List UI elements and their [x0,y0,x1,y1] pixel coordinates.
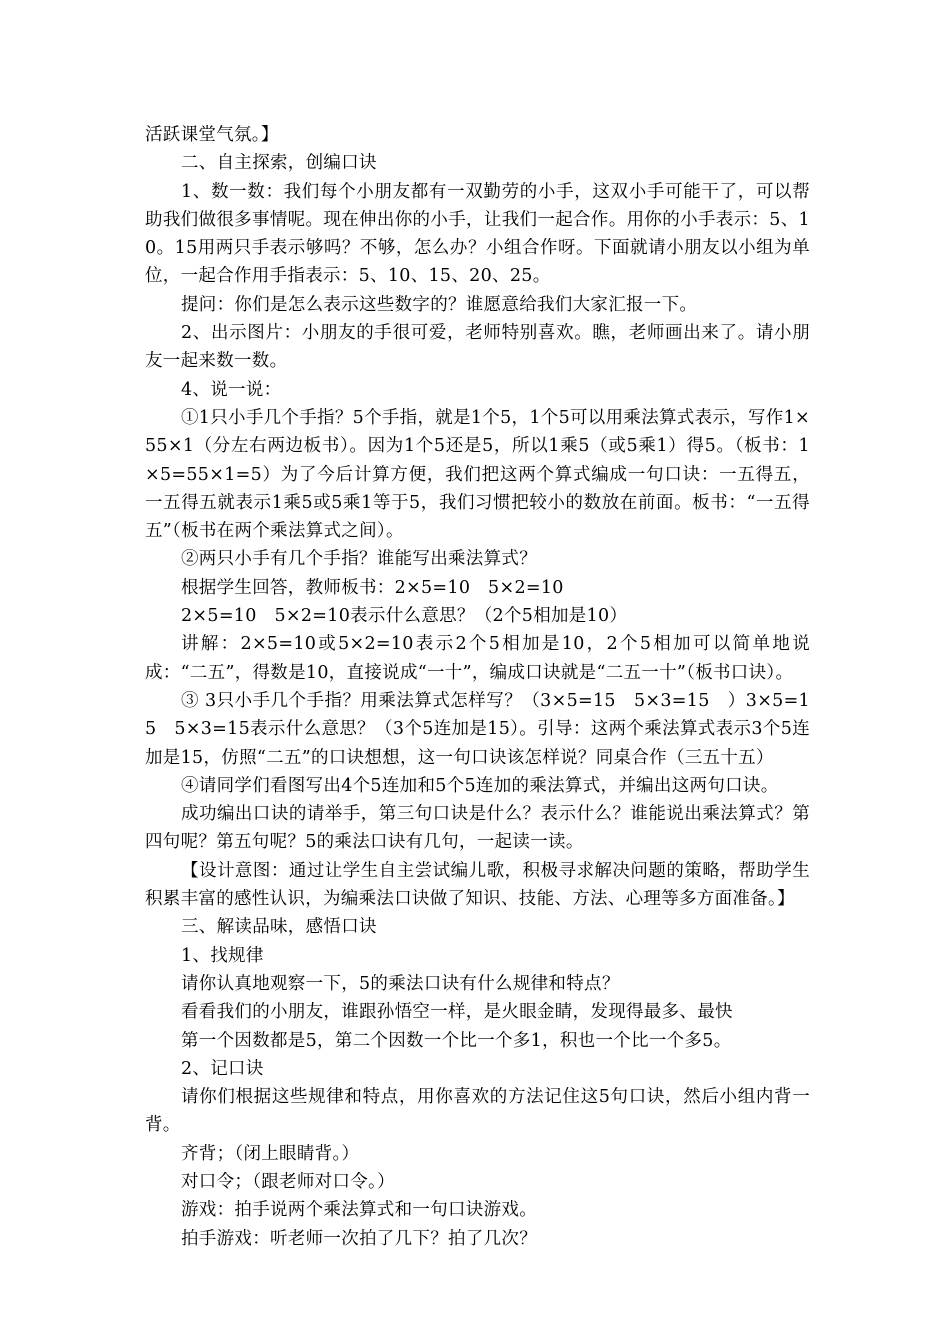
paragraph: 第一个因数都是5，第二个因数一个比一个多1，积也一个比一个多5。 [181,1030,732,1051]
paragraph: 提问：你们是怎么表示这些数字的？谁愿意给我们大家汇报一下。 [181,294,698,315]
paragraph: 4、说一说： [181,379,282,400]
paragraph: ②两只小手有几个手指？谁能写出乘法算式？ [181,549,537,570]
paragraph: 看看我们的小朋友，谁跟孙悟空一样，是火眼金睛，发现得最多、最快 [181,1002,733,1023]
paragraph: ④请同学们看图写出4个5连加和5个5连加的乘法算式，并编出这两句口诀。 [181,775,779,796]
paragraph: 讲解：2×5=10或5×2=10表示2个5相加是10，2个5相加可以简单地说成：“二五”，得数是10，直接说成“一十”，编成口诀就是“二五一十”（板书口诀）。 [145,634,810,683]
paragraph: 活跃课堂气氛。】 [145,125,279,145]
paragraph: 游戏：拍手说两个乘法算式和一句口诀游戏。 [181,1200,537,1221]
paragraph: 三、解读品味，感悟口诀 [181,917,377,938]
paragraph: 拍手游戏：听老师一次拍了几下？拍了几次？ [181,1228,537,1249]
paragraph: 请你认真地观察一下，5的乘法口诀有什么规律和特点？ [181,973,620,994]
paragraph: 齐背；（闭上眼睛背。） [181,1143,360,1164]
paragraph: 1、数一数：我们每个小朋友都有一双勤劳的小手，这双小手可能干了，可以帮助我们做很多事情呢。现在伸出你的小手，让我们一起合作。用你的小手表示：5、10。15用两只手表示够吗？不够，怎么办？小组合作呀。下面就请小朋友以小组为单位，一起合作用手指表示：5、10、15、20、25。 [145,181,810,287]
paragraph: 对口令；（跟老师对口令。） [181,1171,395,1192]
paragraph: ①1只小手几个手指？5个手指，就是1个5，1个5可以用乘法算式表示，写作1×55×1（分左右两边板书）。因为1个5还是5，所以1乘5（或5乘1）得5。（板书：1×5=55×1=5）为了今后计算方便，我们把这两个算式编成一句口诀：一五得五，一五得五就表示1乘5或5乘1等于5，我们习惯把较小的数放在前面。板书：“一五得五”（板书在两个乘法算式之间）。 [145,407,810,542]
paragraph: 成功编出口诀的请举手，第三句口诀是什么？表示什么？谁能说出乘法算式？第四句呢？第五句呢？5的乘法口诀有几句，一起读一读。 [145,804,810,853]
paragraph: 【设计意图：通过让学生自主尝试编儿歌，积极寻求解决问题的策略，帮助学生积累丰富的感性认识，为编乘法口诀做了知识、技能、方法、心理等多方面准备。】 [145,860,810,910]
paragraph: 1、找规律 [181,945,264,966]
paragraph: 2×5=10 5×2=10表示什么意思？（2个5相加是10） [181,606,628,627]
paragraph: 请你们根据这些规律和特点，用你喜欢的方法记住这5句口诀，然后小组内背一背。 [145,1087,810,1136]
document-body [145,121,810,1253]
paragraph: 2、出示图片：小朋友的手很可爱，老师特别喜欢。瞧，老师画出来了。请小朋友一起来数一数。 [145,323,810,372]
paragraph: 2、记口诀 [181,1058,264,1079]
paragraph: 根据学生回答，教师板书：2×5=10 5×2=10 [181,577,564,598]
paragraph: ③ 3只小手几个手指？用乘法算式怎样写？（3×5=15 5×3=15 ）3×5=15 5×3=15表示什么意思？（3个5连加是15）。引导：这两个乘法算式表示3个5连加是15，仿照“二五”的口诀想想，这一句口诀该怎样说？同桌合作（三五十五） [145,690,810,768]
paragraph: 二、自主探索，创编口诀 [181,153,377,174]
